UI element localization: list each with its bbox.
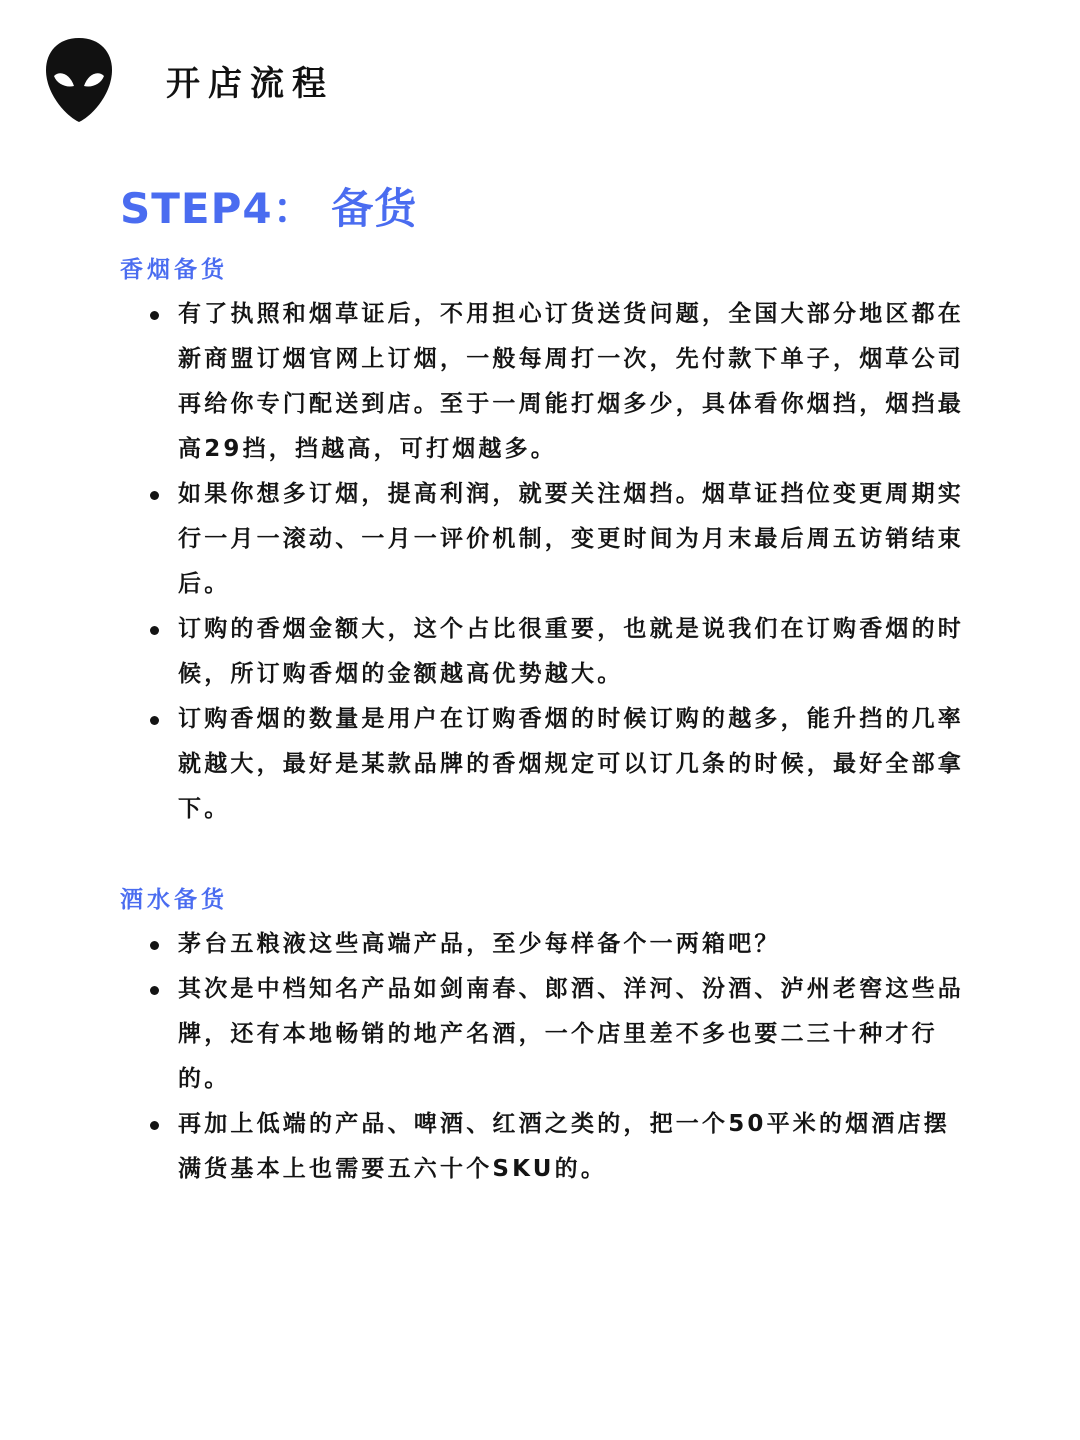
- list-item-text: 再加上低端的产品、啤酒、红酒之类的，把一个50平米的烟酒店摆满货基本上也需要五六十个SKU的。: [178, 1111, 951, 1182]
- header-title: 开店流程: [166, 64, 334, 104]
- list-item: [120, 697, 968, 832]
- step-title: STEP4： 备货: [120, 184, 418, 233]
- list-item: [120, 967, 968, 1102]
- bullet-dot-icon: [150, 491, 159, 500]
- list-item: [120, 292, 968, 472]
- bullet-dot-icon: [150, 1121, 159, 1130]
- list-item: [120, 472, 968, 607]
- section-heading: 香烟备货: [120, 257, 228, 283]
- section-liquor-stock: [120, 884, 980, 1192]
- list-item-text: 订购的香烟金额大，这个占比很重要，也就是说我们在订购香烟的时候，所订购香烟的金额越高优势越大。: [178, 616, 964, 687]
- bullet-dot-icon: [150, 941, 159, 950]
- bullet-dot-icon: [150, 986, 159, 995]
- bullet-list: [120, 292, 980, 832]
- bullet-list: [120, 922, 980, 1192]
- list-item-text: 如果你想多订烟，提高利润，就要关注烟挡。烟草证挡位变更周期实行一月一滚动、一月一评价机制，变更时间为月末最后周五访销结束后。: [178, 481, 964, 597]
- section-heading: 酒水备货: [120, 887, 228, 913]
- list-item-text: 有了执照和烟草证后，不用担心订货送货问题，全国大部分地区都在新商盟订烟官网上订烟，一般每周打一次，先付款下单子，烟草公司再给你专门配送到店。至于一周能打烟多少，具体看你烟挡，烟挡最高29挡，挡越高，可打烟越多。: [178, 301, 964, 462]
- list-item: [120, 1102, 968, 1192]
- list-item: [120, 607, 968, 697]
- bullet-dot-icon: [150, 311, 159, 320]
- alien-head-icon: [44, 36, 114, 124]
- list-item-text: 订购香烟的数量是用户在订购香烟的时候订购的越多，能升挡的几率就越大，最好是某款品牌的香烟规定可以订几条的时候，最好全部拿下。: [178, 706, 964, 822]
- bullet-dot-icon: [150, 716, 159, 725]
- page-header: [0, 0, 1080, 140]
- bullet-dot-icon: [150, 626, 159, 635]
- list-item-text: 茅台五粮液这些高端产品，至少每样备个一两箱吧？: [178, 931, 781, 957]
- list-item-text: 其次是中档知名产品如剑南春、郎酒、洋河、汾酒、泸州老窖这些品牌，还有本地畅销的地产名酒，一个店里差不多也要二三十种才行的。: [178, 976, 964, 1092]
- section-cigarette-stock: [120, 254, 980, 832]
- list-item: [120, 922, 968, 967]
